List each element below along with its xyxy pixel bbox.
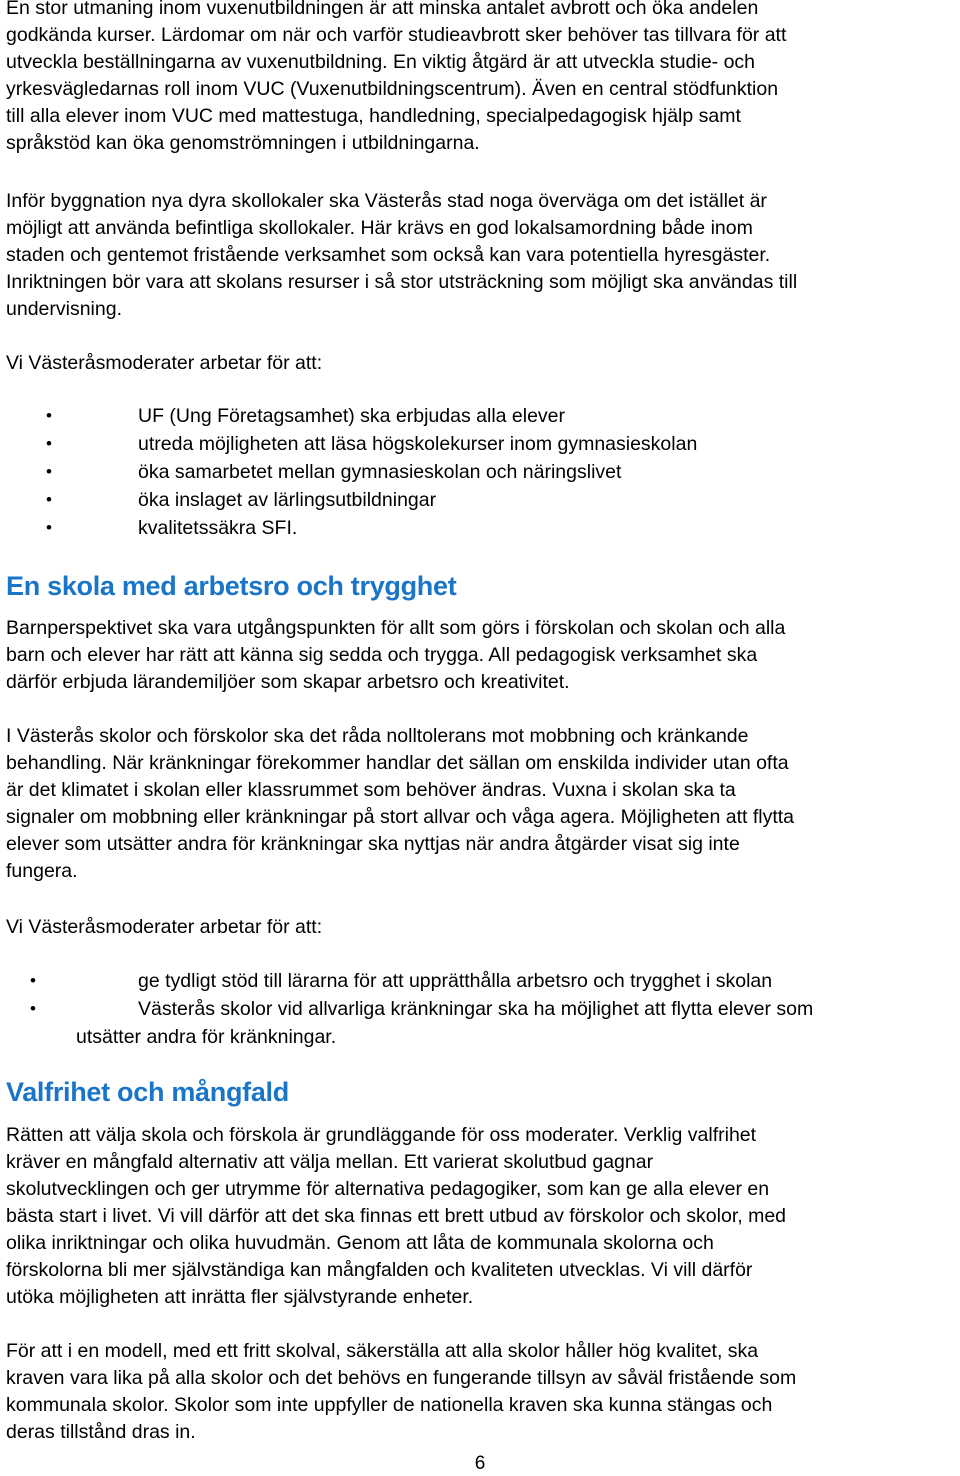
text-line: kräver en mångfald alternativ att välja mellan. Ett varierat skolutbud gagnar [6, 1151, 654, 1173]
text-line: godkända kurser. Lärdomar om när och varför studieavbrott sker behöver tas tillvara för att [6, 24, 787, 46]
text-line: behandling. När kränkningar förekommer handlar det sällan om enskilda individer utan ofta [6, 752, 789, 774]
paragraph-vuxenutbildning [6, 0, 958, 157]
heading-text: Valfrihet och mångfald [6, 1077, 289, 1107]
list-item-text-continuation: utsätter andra för kränkningar. [76, 1026, 337, 1048]
text-line: utveckla beställningarna av vuxenutbildning. En viktig åtgärd är att utveckla studie- och [6, 51, 756, 73]
bullet-icon: • [30, 999, 36, 1018]
text-line: elever som utsätter andra för kränkningar ska nyttjas när andra åtgärder visat sig inte [6, 833, 740, 855]
text-line: Inriktningen bör vara att skolans resurser i så stor utsträckning som möjligt ska användas till [6, 271, 798, 293]
bullet-icon: • [30, 971, 36, 990]
list-item [0, 967, 960, 995]
list-item-text: öka inslaget av lärlingsutbildningar [138, 489, 437, 511]
text-line: Barnperspektivet ska vara utgångspunkten för allt som görs i förskolan och skolan och alla [6, 617, 786, 639]
text-line: deras tillstånd dras in. [6, 1421, 196, 1443]
text-line: därför erbjuda lärandemiljöer som skapar arbetsro och kreativitet. [6, 671, 570, 693]
list-item [0, 995, 960, 1051]
text-line: bästa start i livet. Vi vill därför att det ska finnas ett brett utbud av förskolor och skolor, med [6, 1205, 787, 1227]
text-line: barn och elever har rätt att känna sig sedda och trygga. All pedagogisk verksamhet ska [6, 644, 758, 666]
paragraph-nolltolerans [6, 723, 958, 885]
bullet-list-trygghet [0, 967, 960, 1051]
text-line: Rätten att välja skola och förskola är grundläggande för oss moderater. Verklig valfrihet [6, 1124, 757, 1146]
text-line: Inför byggnation nya dyra skollokaler ska Västerås stad noga överväga om det istället är [6, 190, 767, 212]
list-item [0, 486, 960, 514]
text-line: till alla elever inom VUC med mattestuga, handledning, specialpedagogisk hjälp samt [6, 105, 741, 127]
paragraph-fritt-skolval [6, 1338, 958, 1446]
list-item-text: Västerås skolor vid allvarliga kränkningar ska ha möjlighet att flytta elever som [138, 998, 814, 1020]
bullet-icon: • [46, 490, 52, 509]
paragraph-valfrihet [6, 1122, 958, 1311]
list-item [0, 430, 960, 458]
text-line: För att i en modell, med ett fritt skolval, säkerställa att alla skolor håller hög kvalitet, ska [6, 1340, 759, 1362]
list-item-text: kvalitetssäkra SFI. [138, 517, 298, 539]
text-line: är det klimatet i skolan eller klassrummet som behöver ändras. Vuxna i skolan ska ta [6, 779, 736, 801]
list-item-text: UF (Ung Företagsamhet) ska erbjudas alla elever [138, 405, 566, 427]
text-line: fungera. [6, 860, 78, 882]
subheading-arbetar-for-2 [6, 914, 958, 941]
list-item [0, 514, 960, 542]
paragraph-barnperspektivet [6, 615, 958, 696]
list-item [0, 402, 960, 430]
text-line: skolutvecklingen och ger utrymme för alternativa pedagogiker, som kan ge alla elever en [6, 1178, 770, 1200]
list-item-text: öka samarbetet mellan gymnasieskolan och näringslivet [138, 461, 622, 483]
text-line: undervisning. [6, 298, 122, 320]
list-item-text: ge tydligt stöd till lärarna för att upprätthålla arbetsro och trygghet i skolan [138, 970, 773, 992]
bullet-list-utbildning [0, 402, 960, 542]
text-line: möjligt att använda befintliga skollokaler. Här krävs en god lokalsamordning både inom [6, 217, 753, 239]
text-line: staden och gentemot fristående verksamhet som också kan vara potentiella hyresgäster. [6, 244, 771, 266]
text-line: förskolorna bli mer självständiga kan mångfalden och kvaliteten utvecklas. Vi vill därför [6, 1259, 753, 1281]
bullet-icon: • [46, 434, 52, 453]
text-line: signaler om mobbning eller kränkningar på stort allvar och våga agera. Möjligheten att flytta [6, 806, 795, 828]
text-line: språkstöd kan öka genomströmningen i utbildningarna. [6, 132, 480, 154]
subheading-text: Vi Västeråsmoderater arbetar för att: [6, 352, 323, 374]
section-heading-valfrihet [6, 1075, 958, 1109]
bullet-icon: • [46, 518, 52, 537]
paragraph-skollokaler [6, 188, 958, 323]
text-line: olika inriktningar och olika huvudmän. Genom att låta de kommunala skolorna och [6, 1232, 714, 1254]
subheading-text: Vi Västeråsmoderater arbetar för att: [6, 916, 323, 938]
list-item [0, 458, 960, 486]
page-number: 6 [474, 1453, 486, 1474]
text-line: kommunala skolor. Skolor som inte uppfyller de nationella kraven ska kunna stängas och [6, 1394, 773, 1416]
bullet-icon: • [46, 406, 52, 425]
subheading-arbetar-for [6, 350, 958, 377]
section-heading-arbetsro [6, 569, 958, 603]
heading-text: En skola med arbetsro och trygghet [6, 571, 457, 601]
text-line: kraven vara lika på alla skolor och det behövs en fungerande tillsyn av såväl fristående som [6, 1367, 797, 1389]
list-item-text: utreda möjligheten att läsa högskolekurser inom gymnasieskolan [138, 433, 698, 455]
text-line: En stor utmaning inom vuxenutbildningen är att minska antalet avbrott och öka andelen [6, 0, 759, 19]
text-line: I Västerås skolor och förskolor ska det råda nolltolerans mot mobbning och kränkande [6, 725, 749, 747]
text-line: utöka möjligheten att inrätta fler självstyrande enheter. [6, 1286, 474, 1308]
bullet-icon: • [46, 462, 52, 481]
text-line: yrkesvägledarnas roll inom VUC (Vuxenutbildningscentrum). Även en central stödfunktion [6, 78, 779, 100]
